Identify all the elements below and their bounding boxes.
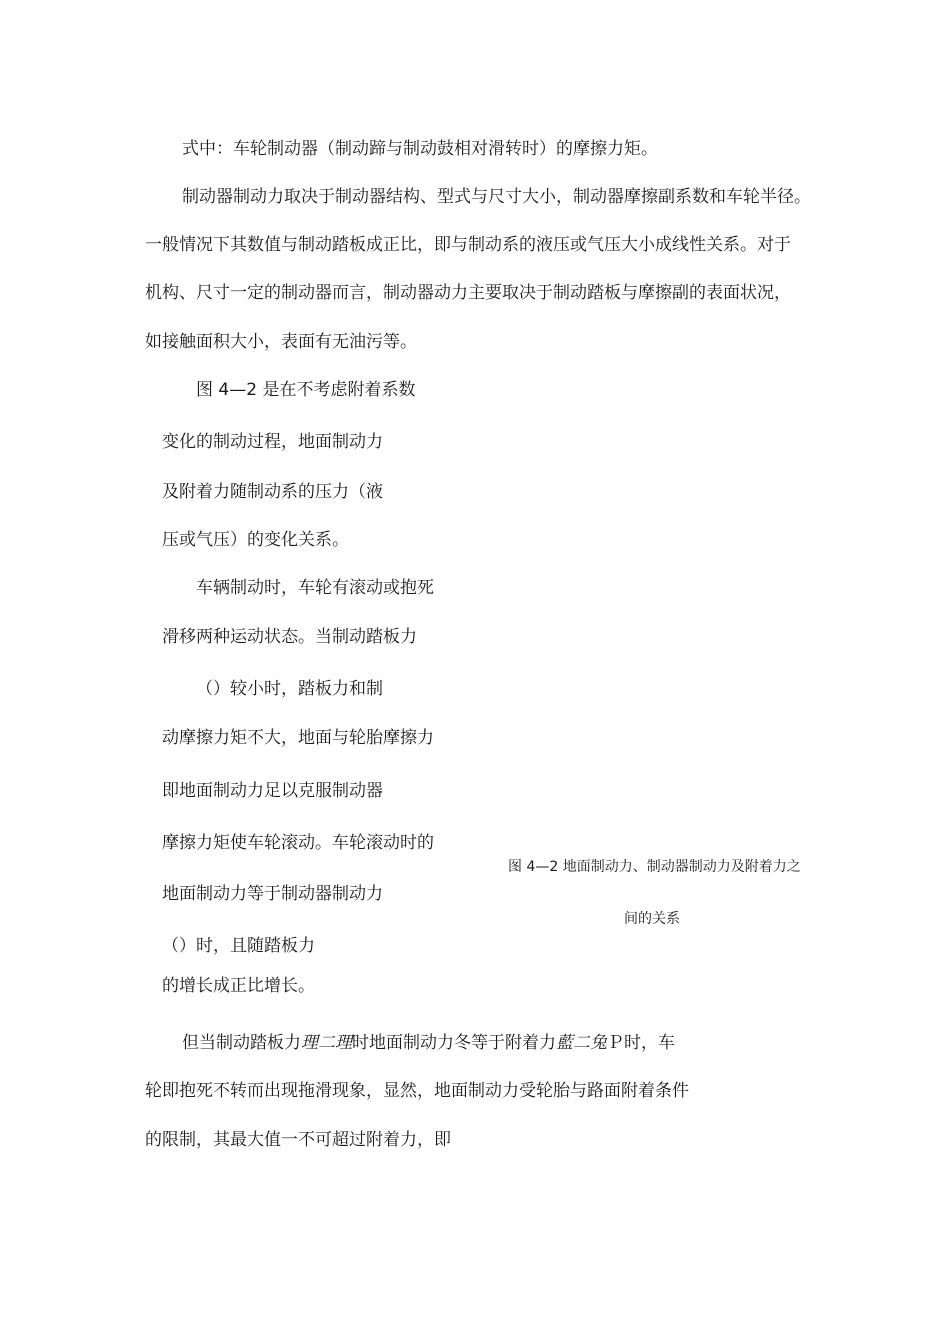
formula-run: 理二理	[301, 1033, 352, 1053]
formula-run: 藍二兔	[556, 1033, 607, 1053]
text-run: 时地面制动力冬等于附着力	[352, 1033, 556, 1053]
paragraph-line: 的限制，其最大值一不可超过附着力，即	[145, 1130, 451, 1150]
paragraph-line: 式中：车轮制动器（制动蹄与制动鼓相对滑转时）的摩擦力矩。	[182, 139, 658, 159]
paragraph-line: 车辆制动时，车轮有滚动或抱死	[196, 578, 434, 598]
paragraph-line: 滑移两种运动状态。当制动踏板力	[162, 627, 417, 647]
paragraph-line: 如接触面积大小，表面有无油污等。	[145, 332, 417, 352]
paragraph-line: 的增长成正比增长。	[162, 976, 315, 996]
paragraph-line: 压或气压）的变化关系。	[162, 530, 349, 550]
figure-caption: 图 4—2 地面制动力、制动器制动力及附着力之	[508, 859, 801, 875]
text-run: 但当制动踏板力	[182, 1033, 301, 1053]
paragraph-line: 一般情况下其数值与制动踏板成正比，即与制动系的液压或气压大小成线性关系。对于	[145, 235, 791, 255]
paragraph-line: 轮即抱死不转而出现拖滑现象，显然，地面制动力受轮胎与路面附着条件	[145, 1081, 689, 1101]
paragraph-line	[182, 1032, 675, 1054]
paragraph-line: （）较小时，踏板力和制	[196, 679, 383, 699]
figure-caption: 间的关系	[624, 911, 680, 927]
text-run: Ｐ时，车	[607, 1033, 675, 1053]
paragraph-line: 图 4—2 是在不考虑附着系数	[196, 380, 416, 400]
paragraph-line: （）时，且随踏板力	[162, 936, 315, 956]
paragraph-line: 机构、尺寸一定的制动器而言，制动器动力主要取决于制动踏板与摩擦副的表面状况，	[145, 283, 791, 303]
paragraph-line: 变化的制动过程，地面制动力	[162, 432, 383, 452]
paragraph-line: 及附着力随制动系的压力（液	[162, 482, 383, 502]
paragraph-line: 即地面制动力足以克服制动器	[162, 781, 383, 801]
paragraph-line: 制动器制动力取决于制动器结构、型式与尺寸大小，制动器摩擦副系数和车轮半径。	[182, 187, 811, 207]
paragraph-line: 摩擦力矩使车轮滚动。车轮滚动时的	[162, 833, 434, 853]
paragraph-line: 地面制动力等于制动器制动力	[162, 884, 383, 904]
paragraph-line: 动摩擦力矩不大，地面与轮胎摩擦力	[162, 728, 434, 748]
